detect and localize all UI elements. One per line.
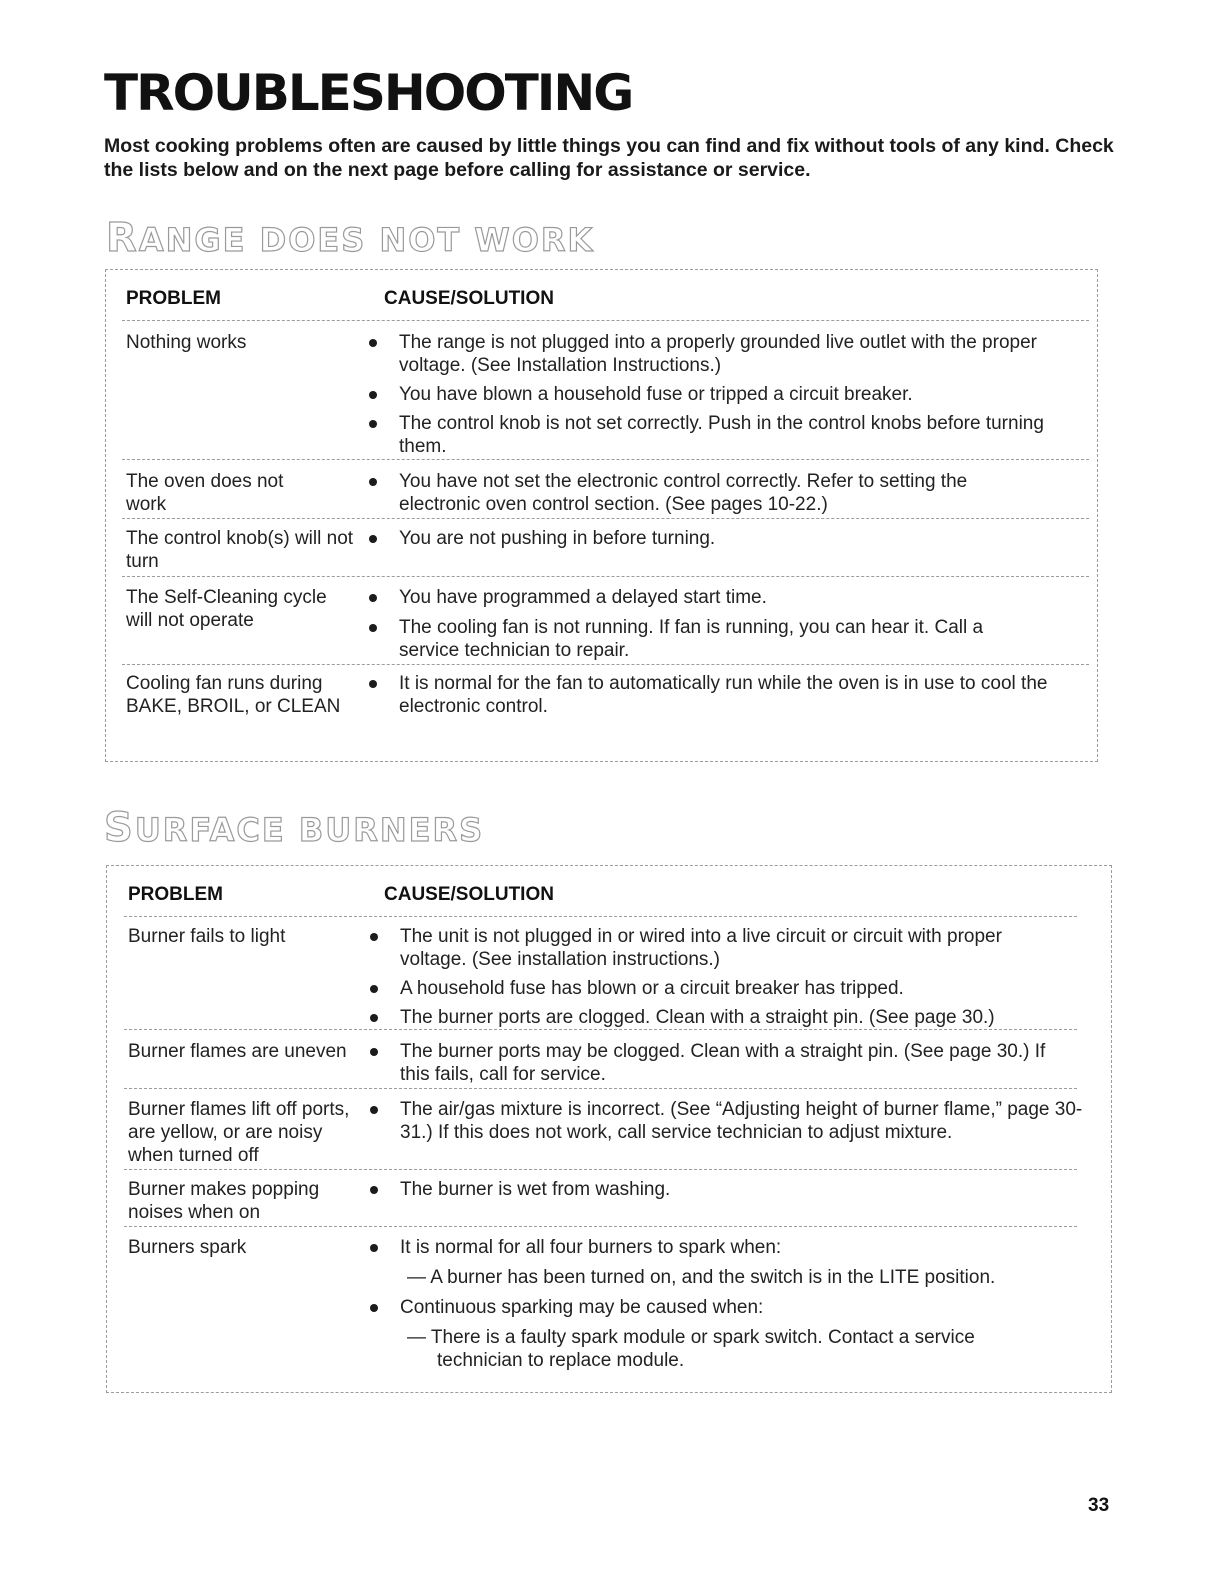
- row-divider: [124, 916, 1077, 917]
- problem-cell: Burner makes popping noises when on: [128, 1179, 320, 1223]
- problem-column-header: PROBLEM: [126, 288, 221, 309]
- problem-cell: The Self-Cleaning cycle will not operate: [126, 587, 327, 631]
- problem-column-header: PROBLEM: [128, 884, 223, 905]
- cause-cell: [369, 1040, 1079, 1086]
- cause-item: The unit is not plugged in or wired into a live circuit or circuit with proper voltage. (See installation instructions.): [369, 925, 1069, 971]
- cause-item: The cooling fan is not running. If fan is running, you can hear it. Call a service technician to repair.: [368, 616, 1068, 662]
- cause-item: You are not pushing in before turning.: [368, 527, 1068, 550]
- cause-column-header: CAUSE/SOLUTION: [384, 288, 554, 309]
- range-troubleshooting-table: [105, 269, 1098, 762]
- problem-cell: Burner fails to light: [128, 926, 286, 947]
- intro-paragraph: Most cooking problems often are caused by little things you can find and fix without tools of any kind. Check the lists below and on the next page before calling for assistance or service.: [104, 135, 1114, 181]
- section-title-range: [106, 214, 594, 264]
- cause-item: The burner ports may be clogged. Clean with a straight pin. (See page 30.) If this fails, call for service.: [369, 1040, 1079, 1086]
- cause-cell: [368, 470, 1028, 516]
- cause-cell: [368, 672, 1088, 718]
- row-divider: [122, 459, 1089, 460]
- problem-cell: Cooling fan runs during BAKE, BROIL, or CLEAN: [126, 673, 341, 717]
- cause-item: A household fuse has blown or a circuit breaker has tripped.: [369, 977, 1069, 1000]
- cause-cell: [369, 1236, 1069, 1372]
- cause-cell: [368, 527, 1068, 550]
- cause-item: The burner ports are clogged. Clean with a straight pin. (See page 30.): [369, 1006, 1069, 1029]
- row-divider: [122, 664, 1089, 665]
- cause-column-header: CAUSE/SOLUTION: [384, 884, 554, 905]
- problem-cell: Burner flames are uneven: [128, 1041, 347, 1062]
- cause-item: Continuous sparking may be caused when:: [369, 1296, 1069, 1319]
- cause-item: The range is not plugged into a properly grounded live outlet with the proper voltage. (See Installation Instructions.): [368, 331, 1098, 377]
- section-title-surface-burners: [104, 804, 484, 854]
- surface-burners-troubleshooting-table: [106, 865, 1112, 1393]
- row-divider: [124, 1169, 1077, 1170]
- row-divider: [124, 1226, 1077, 1227]
- row-divider: [124, 1088, 1077, 1089]
- section-title-rest: ANGE DOES NOT WORK: [138, 221, 595, 259]
- cause-cell: [369, 1178, 1069, 1201]
- page-number: 33: [1088, 1495, 1110, 1516]
- cause-item: The burner is wet from washing.: [369, 1178, 1069, 1201]
- problem-cell: The oven does not work: [126, 471, 284, 515]
- problem-cell: Burner flames lift off ports, are yellow, or are noisy when turned off: [128, 1099, 350, 1166]
- row-divider: [122, 576, 1089, 577]
- cause-cell: [368, 586, 1068, 662]
- cause-item: The control knob is not set correctly. Push in the control knobs before turning them.: [368, 412, 1098, 458]
- cause-subitem: — A burner has been turned on, and the switch is in the LITE position.: [407, 1267, 996, 1288]
- cause-cell: [368, 331, 1098, 458]
- cause-subitem: — There is a faulty spark module or spark switch. Contact a service technician to replace module.: [407, 1327, 975, 1371]
- cause-item: The air/gas mixture is incorrect. (See “Adjusting height of burner flame,” page 30-31.) If this does not work, call service technician to adjust mixture.: [369, 1098, 1089, 1144]
- problem-cell: Burners spark: [128, 1237, 247, 1258]
- section-title-rest: URFACE BURNERS: [134, 811, 485, 849]
- cause-item: You have blown a household fuse or tripped a circuit breaker.: [368, 383, 1098, 406]
- page-title: TROUBLESHOOTING: [104, 64, 633, 122]
- section-title-cap: R: [106, 215, 139, 261]
- row-divider: [122, 518, 1089, 519]
- row-divider: [122, 320, 1089, 321]
- cause-item: It is normal for the fan to automatically run while the oven is in use to cool the electronic control.: [368, 672, 1088, 718]
- cause-item: You have programmed a delayed start time.: [368, 586, 1068, 609]
- cause-cell: [369, 925, 1069, 1029]
- section-title-cap: S: [104, 805, 135, 851]
- problem-cell: Nothing works: [126, 332, 247, 353]
- row-divider: [124, 1029, 1077, 1030]
- cause-item: It is normal for all four burners to spark when:: [369, 1236, 1069, 1259]
- problem-cell: The control knob(s) will not turn: [126, 528, 354, 572]
- cause-cell: [369, 1098, 1089, 1144]
- cause-item: You have not set the electronic control correctly. Refer to setting the electronic oven control section. (See pages 10-22.): [368, 470, 1028, 516]
